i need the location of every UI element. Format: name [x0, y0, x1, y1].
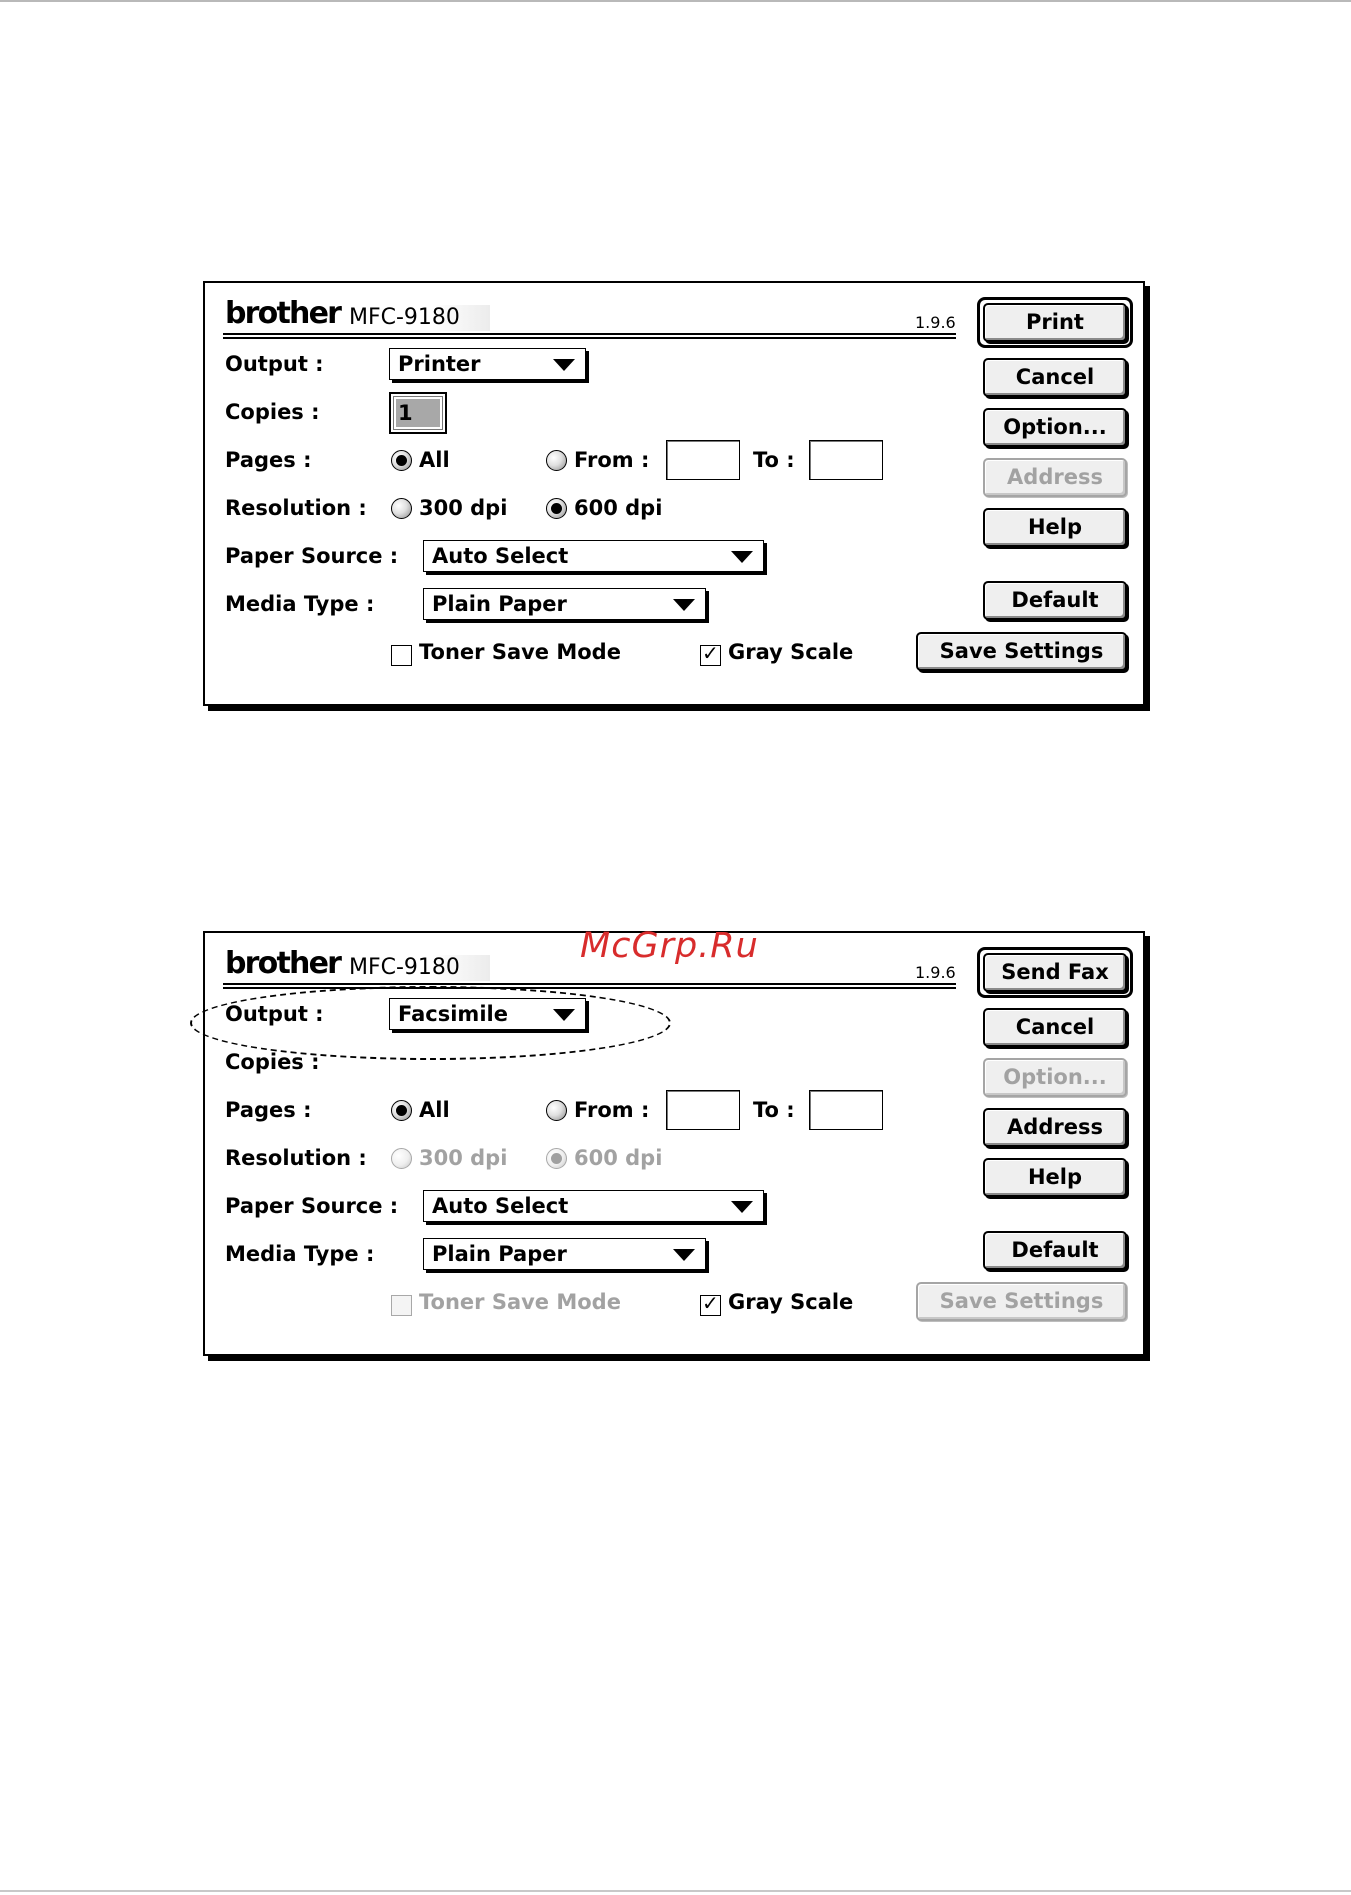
res-600-radio: [546, 1148, 567, 1169]
default-button-ring: [977, 297, 1133, 348]
send-fax-button[interactable]: Send Fax: [983, 953, 1127, 992]
cancel-button[interactable]: Cancel: [983, 358, 1127, 397]
to-label: To :: [753, 448, 795, 472]
gray-scale-checkbox[interactable]: [700, 1291, 721, 1316]
brother-logo: brother: [225, 946, 341, 981]
dropdown-arrow-icon: [553, 359, 575, 371]
checkmark-icon: ✓: [702, 641, 719, 665]
res-300-label: 300 dpi: [419, 1146, 508, 1170]
output-value: Printer: [398, 352, 481, 376]
default-settings-button[interactable]: Default: [983, 1231, 1127, 1270]
toner-save-checkbox[interactable]: [391, 645, 412, 666]
res-600-radio[interactable]: [546, 498, 567, 519]
default-settings-button[interactable]: Default: [983, 581, 1127, 620]
from-page-input[interactable]: [666, 1090, 740, 1130]
gray-scale-checkbox[interactable]: [700, 641, 721, 666]
toner-save-checkbox: [391, 1295, 412, 1316]
copies-label: Copies :: [225, 400, 320, 424]
dropdown-arrow-icon: [673, 1249, 695, 1261]
media-type-select[interactable]: [423, 1238, 706, 1270]
media-type-select[interactable]: [423, 588, 706, 620]
media-type-label: Media Type :: [225, 592, 375, 616]
paper-source-label: Paper Source :: [225, 544, 399, 568]
page-bottom-rule: [0, 1890, 1351, 1892]
output-highlight-callout: [190, 986, 671, 1060]
help-button[interactable]: Help: [983, 1158, 1127, 1197]
to-page-input[interactable]: [809, 440, 883, 480]
pages-label: Pages :: [225, 448, 312, 472]
pages-label: Pages :: [225, 1098, 312, 1122]
header-rule: [223, 983, 956, 985]
pages-from-radio[interactable]: [546, 1100, 567, 1121]
paper-source-value: Auto Select: [432, 1194, 569, 1218]
resolution-label: Resolution :: [225, 1146, 367, 1170]
media-type-label: Media Type :: [225, 1242, 375, 1266]
from-label: From :: [574, 448, 650, 472]
output-select[interactable]: [389, 348, 586, 380]
address-button: Address: [983, 458, 1127, 497]
print-button[interactable]: Print: [983, 303, 1127, 342]
cancel-button[interactable]: Cancel: [983, 1008, 1127, 1047]
media-type-value: Plain Paper: [432, 592, 567, 616]
header-rule: [223, 337, 956, 339]
pages-all-radio[interactable]: [391, 450, 412, 471]
res-300-radio[interactable]: [391, 498, 412, 519]
res-600-label: 600 dpi: [574, 1146, 663, 1170]
dropdown-arrow-icon: [731, 1201, 753, 1213]
output-label: Output :: [225, 1002, 324, 1026]
address-button[interactable]: Address: [983, 1108, 1127, 1147]
option-button[interactable]: Option...: [983, 408, 1127, 447]
paper-source-label: Paper Source :: [225, 1194, 399, 1218]
model-name: MFC-9180: [345, 305, 490, 331]
driver-version: 1.9.6: [915, 313, 956, 332]
dialog-frame: [203, 281, 1145, 706]
paper-source-select[interactable]: [423, 540, 764, 572]
pages-all-radio[interactable]: [391, 1100, 412, 1121]
res-300-label: 300 dpi: [419, 496, 508, 520]
from-label: From :: [574, 1098, 650, 1122]
pages-all-label: All: [419, 448, 450, 472]
brother-logo: brother: [225, 296, 341, 331]
res-300-radio: [391, 1148, 412, 1169]
header-rule: [223, 333, 956, 335]
to-page-input[interactable]: [809, 1090, 883, 1130]
toner-save-label: Toner Save Mode: [419, 1290, 621, 1314]
output-value: Facsimile: [398, 1002, 508, 1026]
dropdown-arrow-icon: [673, 599, 695, 611]
gray-scale-label: Gray Scale: [728, 640, 854, 664]
paper-source-value: Auto Select: [432, 544, 569, 568]
copies-value: 1: [398, 401, 413, 425]
page-top-rule: [0, 0, 1351, 2]
model-name: MFC-9180: [345, 955, 490, 981]
help-button[interactable]: Help: [983, 508, 1127, 547]
toner-save-label: Toner Save Mode: [419, 640, 621, 664]
resolution-label: Resolution :: [225, 496, 367, 520]
paper-source-select[interactable]: [423, 1190, 764, 1222]
from-page-input[interactable]: [666, 440, 740, 480]
copies-label: Copies :: [225, 1050, 320, 1074]
res-600-label: 600 dpi: [574, 496, 663, 520]
pages-all-label: All: [419, 1098, 450, 1122]
watermark: McGrp.Ru: [580, 926, 759, 966]
gray-scale-label: Gray Scale: [728, 1290, 854, 1314]
print-dialog: [203, 281, 1147, 709]
driver-version: 1.9.6: [915, 963, 956, 982]
output-label: Output :: [225, 352, 324, 376]
save-settings-button[interactable]: Save Settings: [916, 632, 1127, 671]
pages-from-radio[interactable]: [546, 450, 567, 471]
checkmark-icon: ✓: [702, 1291, 719, 1315]
dropdown-arrow-icon: [731, 551, 753, 563]
media-type-value: Plain Paper: [432, 1242, 567, 1266]
option-button: Option...: [983, 1058, 1127, 1097]
to-label: To :: [753, 1098, 795, 1122]
default-button-ring: [977, 947, 1133, 998]
copies-field[interactable]: [389, 392, 447, 434]
save-settings-button: Save Settings: [916, 1282, 1127, 1321]
